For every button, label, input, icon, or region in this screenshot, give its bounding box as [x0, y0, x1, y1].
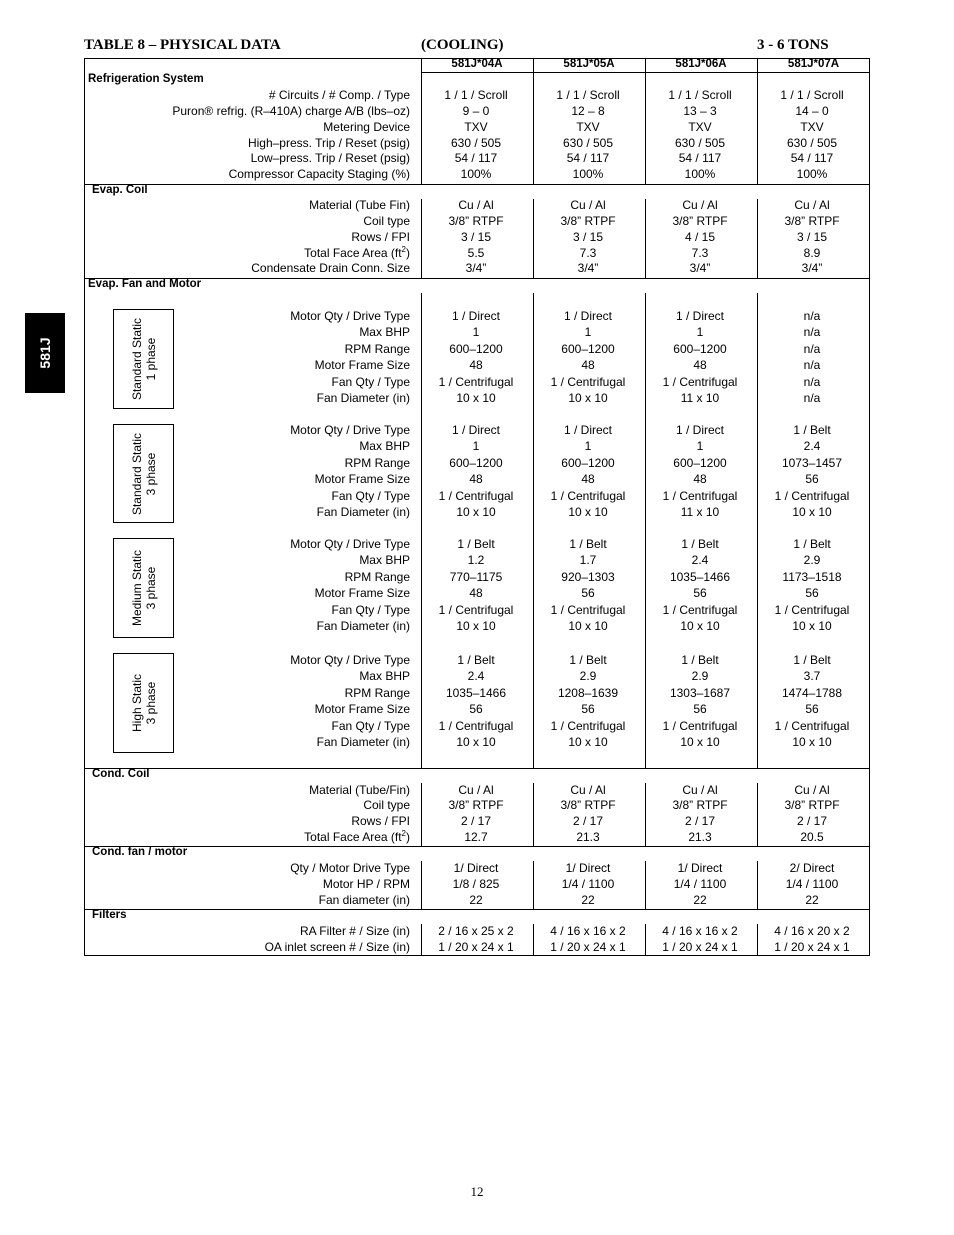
- cell-value: 1/4 / 1100: [785, 877, 839, 891]
- section-divider: [84, 184, 870, 185]
- table-row: [84, 701, 870, 717]
- cell-value: 3/8” RTPF: [448, 214, 504, 228]
- cell-value: 1 / Belt: [569, 653, 607, 667]
- table-row: [84, 923, 870, 939]
- table-row: [84, 782, 870, 798]
- cell-value: 10 x 10: [456, 505, 496, 519]
- table-row: [84, 135, 870, 151]
- cell-value: 1 / Direct: [675, 309, 724, 323]
- row-label: # Circuits / # Comp. / Type: [268, 88, 410, 102]
- cell-value: 10 x 10: [456, 735, 496, 749]
- cell-value: 1/ Direct: [565, 861, 611, 875]
- section-divider: [84, 846, 870, 847]
- table-row: [84, 685, 870, 701]
- cell-value: 920–1303: [561, 569, 615, 584]
- cell-value: 630 / 505: [786, 136, 838, 150]
- cell-value: 3 / 15: [796, 230, 828, 244]
- table-row: [84, 668, 870, 684]
- row-label: Material (Tube Fin): [309, 198, 410, 212]
- cell-value: 1035–1466: [445, 685, 507, 700]
- cell-value: 600–1200: [561, 455, 615, 470]
- cell-value: n/a: [803, 325, 821, 340]
- cell-value: 20.5: [800, 830, 824, 844]
- row-label: Fan Diameter (in): [316, 505, 410, 519]
- cell-value: 21.3: [576, 830, 600, 844]
- cell-value: 1 / Centrifugal: [550, 602, 626, 617]
- cell-value: 10 x 10: [568, 505, 608, 519]
- table-row: [84, 150, 870, 166]
- table-row: [84, 103, 870, 119]
- cell-value: 1 / Belt: [681, 537, 719, 551]
- cell-value: 22: [469, 893, 483, 907]
- cell-value: 1 / Belt: [457, 537, 495, 551]
- cell-value: 54 / 117: [790, 151, 834, 165]
- cell-value: 3/4”: [465, 261, 487, 275]
- column-header: 581J*06A: [675, 58, 727, 70]
- cell-value: 1 / Centrifugal: [438, 602, 514, 617]
- cell-value: 1303–1687: [669, 685, 731, 700]
- row-label: Motor HP / RPM: [322, 877, 410, 891]
- cell-value: 2.9: [803, 553, 821, 568]
- cell-value: 1 / 1 / Scroll: [556, 88, 620, 102]
- cell-value: 48: [581, 472, 595, 487]
- table-row: [84, 552, 870, 568]
- cell-value: 1/ Direct: [453, 861, 499, 875]
- table-row: [84, 569, 870, 585]
- cell-value: 1 / Belt: [569, 537, 607, 551]
- table-row: [84, 471, 870, 487]
- cell-value: 1 / Direct: [675, 423, 724, 437]
- row-label: High–press. Trip / Reset (psig): [247, 136, 410, 150]
- cell-value: 10 x 10: [568, 619, 608, 633]
- table-row: [84, 536, 870, 552]
- row-label: Coil type: [363, 214, 410, 228]
- table-row: [84, 213, 870, 229]
- cell-value: 2 / 17: [572, 814, 604, 828]
- cell-value: 10 x 10: [792, 505, 832, 519]
- cell-value: 7.3: [579, 246, 597, 260]
- cell-value: 7.3: [691, 246, 709, 260]
- cell-value: 3/8” RTPF: [784, 214, 840, 228]
- cell-value: 3 / 15: [460, 230, 492, 244]
- cell-value: 54 / 117: [454, 151, 498, 165]
- table-mode: (COOLING): [421, 37, 504, 53]
- table-row: [84, 341, 870, 357]
- cell-value: 10 x 10: [792, 735, 832, 749]
- cell-value: 1 / Belt: [793, 537, 831, 551]
- cell-value: 5.5: [467, 246, 485, 260]
- table-title-bar: [84, 37, 870, 55]
- table-row: [84, 504, 870, 520]
- cell-value: 2.9: [579, 669, 597, 684]
- cell-value: n/a: [803, 374, 821, 389]
- cell-value: n/a: [803, 358, 821, 373]
- cell-value: 56: [693, 586, 707, 601]
- cell-value: 1: [584, 325, 592, 340]
- group-sublabel: 3 phase: [143, 681, 158, 725]
- row-label: Fan Diameter (in): [316, 619, 410, 633]
- cell-value: 3 / 15: [572, 230, 604, 244]
- cell-value: 100%: [460, 167, 492, 181]
- table-row: [84, 197, 870, 213]
- cell-value: 21.3: [688, 830, 712, 844]
- cell-value: 1 / Centrifugal: [550, 718, 626, 733]
- row-label: Fan Qty / Type: [331, 718, 410, 733]
- column-header: 581J*07A: [787, 58, 840, 70]
- cell-value: 1 / Centrifugal: [438, 718, 514, 733]
- table-tons: 3 - 6 TONS: [757, 37, 829, 53]
- cell-value: 13 – 3: [683, 104, 717, 118]
- section-title-filters: Filters: [92, 909, 127, 921]
- row-label: RPM Range: [344, 341, 410, 356]
- cell-value: 56: [581, 702, 595, 717]
- table-row: [84, 488, 870, 504]
- cell-value: 1 / Centrifugal: [662, 602, 738, 617]
- row-label: Motor Frame Size: [314, 472, 410, 487]
- cell-value: 1: [584, 439, 592, 454]
- cell-value: 48: [469, 472, 483, 487]
- cell-value: 1 / 1 / Scroll: [780, 88, 844, 102]
- cell-value: 48: [469, 358, 483, 373]
- cell-value: 1 / 1 / Scroll: [444, 88, 508, 102]
- cell-value: 22: [693, 893, 707, 907]
- cell-value: TXV: [688, 120, 712, 134]
- section-title-cond-coil: Cond. Coil: [92, 768, 150, 780]
- table-row: [84, 390, 870, 406]
- cell-value: 1 / 1 / Scroll: [668, 88, 732, 102]
- row-label: RPM Range: [344, 685, 410, 700]
- row-label: Motor Qty / Drive Type: [290, 423, 410, 437]
- cell-value: Cu / Al: [570, 783, 606, 797]
- cell-value: 770–1175: [449, 569, 503, 584]
- table-row: [84, 455, 870, 471]
- row-label: Fan Diameter (in): [316, 735, 410, 749]
- cell-value: 2.9: [691, 669, 709, 684]
- cell-value: 2.4: [467, 669, 485, 684]
- cell-value: 2 / 16 x 25 x 2: [438, 924, 514, 938]
- cell-value: 3/8” RTPF: [448, 798, 504, 812]
- cell-value: n/a: [803, 309, 821, 323]
- row-label: Fan Qty / Type: [331, 488, 410, 503]
- cell-value: 3/8” RTPF: [560, 798, 616, 812]
- row-label: Puron® refrig. (R–410A) charge A/B (lbs–oz): [172, 104, 410, 118]
- section-title-refrigeration: Refrigeration System: [88, 73, 204, 85]
- row-label: Rows / FPI: [351, 230, 410, 244]
- cell-value: 4 / 16 x 16 x 2: [550, 924, 626, 938]
- cell-value: 10 x 10: [456, 391, 496, 405]
- cell-value: 100%: [572, 167, 604, 181]
- cell-value: 1 / Direct: [563, 309, 612, 323]
- cell-value: 12.7: [464, 830, 488, 844]
- cell-value: 2 / 17: [460, 814, 492, 828]
- cell-value: TXV: [576, 120, 600, 134]
- cell-value: 48: [693, 358, 707, 373]
- cell-value: 22: [581, 893, 595, 907]
- cell-value: 1 / 20 x 24 x 1: [438, 940, 514, 954]
- cell-value: Cu / Al: [682, 783, 718, 797]
- cell-value: 56: [805, 586, 819, 601]
- cell-value: 11 x 10: [680, 391, 720, 405]
- cell-value: 2.4: [803, 439, 821, 454]
- cell-value: n/a: [803, 341, 821, 356]
- row-label: Fan Diameter (in): [316, 391, 410, 405]
- row-label: Rows / FPI: [351, 814, 410, 828]
- cell-value: 100%: [684, 167, 716, 181]
- cell-value: n/a: [803, 391, 821, 405]
- cell-value: 1 / Belt: [457, 653, 495, 667]
- cell-value: 100%: [796, 167, 828, 181]
- cell-value: 54 / 117: [566, 151, 610, 165]
- side-tab-label: 581J: [37, 337, 53, 369]
- cell-value: 48: [581, 358, 595, 373]
- cell-value: 1: [696, 325, 704, 340]
- cell-value: 48: [469, 586, 483, 601]
- cell-value: 1/4 / 1100: [561, 877, 615, 891]
- cell-value: 48: [693, 472, 707, 487]
- table-row: [84, 797, 870, 813]
- table-row: [84, 892, 870, 908]
- cell-value: 10 x 10: [568, 391, 608, 405]
- cell-value: 10 x 10: [792, 619, 832, 633]
- cell-value: 8.9: [803, 246, 821, 260]
- cell-value: 10 x 10: [680, 735, 720, 749]
- table-row: [84, 438, 870, 454]
- table-row: [84, 166, 870, 182]
- row-label: Metering Device: [323, 120, 410, 134]
- table-row: [84, 939, 870, 955]
- section-divider: [84, 909, 870, 910]
- cell-value: 56: [581, 586, 595, 601]
- section-divider: [84, 768, 870, 769]
- table-row: [84, 829, 870, 845]
- cell-value: 600–1200: [561, 341, 615, 356]
- cell-value: 1: [472, 325, 480, 340]
- cell-value: 600–1200: [673, 341, 727, 356]
- cell-value: Cu / Al: [458, 783, 494, 797]
- group-label: Medium Static: [129, 549, 144, 627]
- cell-value: TXV: [464, 120, 488, 134]
- table-row: [84, 324, 870, 340]
- cell-value: 1173–1518: [782, 569, 842, 584]
- group-label: Standard Static: [129, 317, 144, 401]
- cell-value: 2.4: [691, 553, 709, 568]
- section-title-cond-fan: Cond. fan / motor: [92, 846, 188, 858]
- cell-value: 3/8” RTPF: [672, 798, 728, 812]
- cell-value: Cu / Al: [570, 198, 606, 212]
- table-row: [84, 260, 870, 276]
- cell-value: 56: [805, 702, 819, 717]
- cell-value: 54 / 117: [678, 151, 722, 165]
- cell-value: 3/8” RTPF: [784, 798, 840, 812]
- cell-value: Cu / Al: [682, 198, 718, 212]
- cell-value: 1 / Centrifugal: [774, 718, 850, 733]
- group-label: Standard Static: [129, 432, 144, 515]
- row-label: Condensate Drain Conn. Size: [251, 261, 410, 275]
- row-label: Fan diameter (in): [318, 893, 410, 907]
- cell-value: 1 / Centrifugal: [662, 718, 738, 733]
- table-row: [84, 585, 870, 601]
- row-label: Material (Tube/Fin): [309, 783, 410, 797]
- table-row: [84, 876, 870, 892]
- cell-value: 1 / Direct: [563, 423, 612, 437]
- cell-value: 1 / Centrifugal: [550, 488, 626, 503]
- column-header: 581J*05A: [563, 58, 615, 70]
- cell-value: 10 x 10: [456, 619, 496, 633]
- cell-value: 630 / 505: [562, 136, 614, 150]
- row-label: Max BHP: [359, 439, 410, 454]
- cell-value: 630 / 505: [450, 136, 502, 150]
- cell-value: 1 / Centrifugal: [438, 488, 514, 503]
- table-row: [84, 618, 870, 634]
- cell-value: 12 – 8: [571, 104, 605, 118]
- cell-value: 4 / 16 x 16 x 2: [662, 924, 738, 938]
- cell-value: 1 / 20 x 24 x 1: [550, 940, 626, 954]
- cell-value: 1/8 / 825: [452, 877, 500, 891]
- cell-value: 630 / 505: [674, 136, 726, 150]
- cell-value: Cu / Al: [794, 783, 830, 797]
- table-row: [84, 119, 870, 135]
- row-label: Total Face Area $(ft^2)$: [304, 245, 410, 260]
- table-row: [84, 813, 870, 829]
- row-label: Compressor Capacity Staging (%): [228, 167, 410, 181]
- side-tab: [25, 313, 65, 393]
- row-label: Motor Frame Size: [314, 702, 410, 717]
- cell-value: 1 / 20 x 24 x 1: [662, 940, 738, 954]
- row-label: Motor Qty / Drive Type: [290, 537, 410, 551]
- cell-value: 1 / Direct: [451, 423, 500, 437]
- cell-value: 2 / 17: [684, 814, 716, 828]
- cell-value: 1 / 20 x 24 x 1: [774, 940, 850, 954]
- table-row: [84, 734, 870, 750]
- table-row: [84, 602, 870, 618]
- cell-value: 1 / Centrifugal: [550, 374, 626, 389]
- table-row: [84, 308, 870, 324]
- row-label: Qty / Motor Drive Type: [290, 861, 410, 875]
- cell-value: 3/8” RTPF: [672, 214, 728, 228]
- cell-value: 600–1200: [449, 455, 503, 470]
- group-sublabel: 3 phase: [143, 566, 158, 610]
- cell-value: 1 / Belt: [681, 653, 719, 667]
- cell-value: 1: [696, 439, 704, 454]
- cell-value: 1.2: [467, 553, 485, 568]
- cell-value: 1035–1466: [669, 569, 731, 584]
- row-label: Motor Qty / Drive Type: [290, 309, 410, 323]
- row-label: Low–press. Trip / Reset (psig): [250, 151, 410, 165]
- row-label: Motor Qty / Drive Type: [290, 653, 410, 667]
- row-label: Max BHP: [359, 325, 410, 340]
- row-label: Max BHP: [359, 553, 410, 568]
- cell-value: 14 – 0: [795, 104, 829, 118]
- section-title-evap-coil: Evap. Coil: [92, 184, 148, 196]
- row-label: RPM Range: [344, 569, 410, 584]
- cell-value: Cu / Al: [794, 198, 830, 212]
- row-label: Motor Frame Size: [314, 358, 410, 373]
- row-label: OA inlet screen # / Size (in): [264, 940, 410, 954]
- cell-value: 1 / Centrifugal: [662, 488, 738, 503]
- cell-value: 56: [469, 702, 483, 717]
- cell-value: 1/4 / 1100: [673, 877, 727, 891]
- cell-value: 1: [472, 439, 480, 454]
- group-sublabel: 1 phase: [143, 337, 158, 381]
- cell-value: 1/ Direct: [677, 861, 723, 875]
- cell-value: 1474–1788: [781, 685, 843, 700]
- row-label: Coil type: [363, 798, 410, 812]
- cell-value: 2/ Direct: [789, 861, 835, 875]
- table-row: [84, 229, 870, 245]
- cell-value: 11 x 10: [680, 505, 720, 519]
- cell-value: TXV: [800, 120, 824, 134]
- table-row: [84, 374, 870, 390]
- cell-value: 10 x 10: [680, 619, 720, 633]
- cell-value: 1073–1457: [781, 455, 843, 470]
- section-divider: [84, 278, 870, 279]
- cell-value: 3/4”: [689, 261, 711, 275]
- cell-value: 22: [805, 893, 819, 907]
- cell-value: 3/4”: [577, 261, 599, 275]
- cell-value: 2 / 17: [796, 814, 828, 828]
- row-label: Motor Frame Size: [314, 586, 410, 601]
- page-number: 12: [470, 1184, 484, 1199]
- table-title: TABLE 8 – PHYSICAL DATA: [84, 37, 281, 53]
- cell-value: 9 – 0: [462, 104, 490, 118]
- table-row: [84, 860, 870, 876]
- cell-value: 1 / Direct: [451, 309, 500, 323]
- cell-value: 4 / 15: [684, 230, 716, 244]
- cell-value: 3.7: [803, 669, 821, 684]
- cell-value: 1 / Centrifugal: [774, 488, 850, 503]
- cell-value: 1.7: [579, 553, 597, 568]
- cell-value: Cu / Al: [458, 198, 494, 212]
- row-label: Total Face Area $(ft^2)$: [304, 829, 410, 844]
- row-label: RPM Range: [344, 455, 410, 470]
- table-row: [84, 87, 870, 103]
- cell-value: 4 / 16 x 20 x 2: [774, 924, 850, 938]
- table-row: [84, 718, 870, 734]
- row-label: RA Filter # / Size (in): [299, 924, 410, 938]
- section-title-evap-fan: Evap. Fan and Motor: [88, 278, 202, 290]
- table-row: [84, 422, 870, 438]
- cell-value: 56: [805, 472, 819, 487]
- cell-value: 1 / Centrifugal: [774, 602, 850, 617]
- row-label: Fan Qty / Type: [331, 374, 410, 389]
- cell-value: 1208–1639: [557, 685, 619, 700]
- table-row: [84, 357, 870, 373]
- cell-value: 1 / Centrifugal: [438, 374, 514, 389]
- cell-value: 1 / Belt: [793, 653, 831, 667]
- table-row: [84, 245, 870, 261]
- table-row: [84, 652, 870, 668]
- cell-value: 600–1200: [449, 341, 503, 356]
- cell-value: 1 / Centrifugal: [662, 374, 738, 389]
- cell-value: 10 x 10: [568, 735, 608, 749]
- group-sublabel: 3 phase: [143, 452, 158, 495]
- column-header: 581J*04A: [451, 58, 503, 70]
- cell-value: 3/4”: [801, 261, 823, 275]
- group-label: High Static: [129, 673, 144, 733]
- cell-value: 1 / Belt: [793, 423, 831, 437]
- cell-value: 3/8” RTPF: [560, 214, 616, 228]
- cell-value: 600–1200: [673, 455, 727, 470]
- row-label: Max BHP: [359, 669, 410, 684]
- row-label: Fan Qty / Type: [331, 602, 410, 617]
- cell-value: 56: [693, 702, 707, 717]
